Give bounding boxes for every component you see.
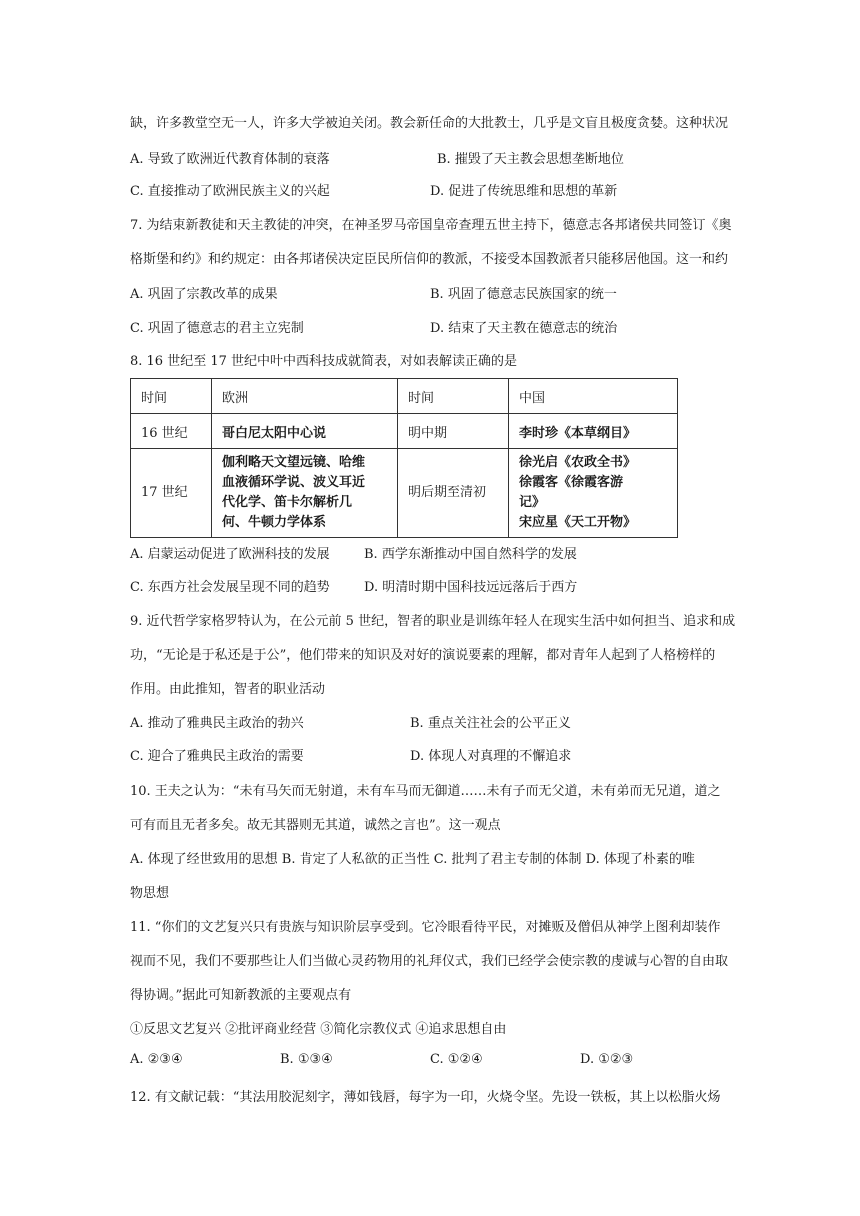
q6-option-a: A. 导致了欧洲近代教育体制的衰落 <box>130 152 330 167</box>
q10-options: A. 体现了经世致用的思想 B. 肯定了人私欲的正当性 C. 批判了君主专制的体制 D. 体现了朴素的唯 <box>130 852 695 867</box>
table-header-cell: 中国 <box>509 379 678 414</box>
table-cell: 徐光启《农政全书》 徐霞客《徐霞客游 记》 宋应星《天工开物》 <box>509 449 678 538</box>
q11-option-a: A. ②③④ <box>130 1052 183 1067</box>
q11-option-d: D. ①②③ <box>580 1052 634 1067</box>
q11-stem-1: 11. “你们的文艺复兴只有贵族与知识阶层享受到。它冷眼看待平民，对摊贩及僧侣从神学上图利却装作 <box>130 920 721 935</box>
table-header-row <box>131 379 678 414</box>
q11-stem-2: 视而不见，我们不要那些让人们当做心灵药物用的礼拜仪式，我们已经学会使宗教的虔诚与心智的自由取 <box>130 954 729 969</box>
q9-option-d: D. 体现人对真理的不懈追求 <box>410 749 572 764</box>
table-header-cell: 欧洲 <box>212 379 398 414</box>
table-cell: 明中期 <box>398 414 509 449</box>
q11-option-c: C. ①②④ <box>430 1052 483 1067</box>
table-cell: 17 世纪 <box>131 449 212 538</box>
q8-option-b: B. 西学东渐推动中国自然科学的发展 <box>364 547 577 562</box>
q6-stem-tail: 缺，许多教堂空无一人，许多大学被迫关闭。教会新任命的大批教士，几乎是文盲且极度贪婪。这种状况 <box>130 116 729 131</box>
q7-option-c: C. 巩固了德意志的君主立宪制 <box>130 321 304 336</box>
q11-stem-3: 得协调。”据此可知新教派的主要观点有 <box>130 988 352 1003</box>
q7-stem-2: 格斯堡和约》和约规定：由各邦诸侯决定臣民所信仰的教派，不接受本国教派者只能移居他国。这一和约 <box>130 252 729 267</box>
q9-stem-3: 作用。由此推知，智者的职业活动 <box>130 682 326 697</box>
q12-stem-1: 12. 有文献记载：“其法用胶泥刻字，薄如钱唇，每字为一印，火烧令坚。先设一铁板，其上以松脂火炀 <box>130 1090 721 1105</box>
q9-stem-2: 功，“无论是于私还是于公”，他们带来的知识及对好的演说要素的理解，都对青年人起到了人格榜样的 <box>130 648 716 663</box>
q7-option-d: D. 结束了天主教在德意志的统治 <box>430 321 618 336</box>
q11-statements: ①反思文艺复兴 ②批评商业经营 ③简化宗教仪式 ④追求思想自由 <box>130 1022 507 1037</box>
q8-option-a: A. 启蒙运动促进了欧洲科技的发展 <box>130 547 330 562</box>
q10-stem-2: 可有而且无者多矣。故无其器则无其道，诚然之言也”。这一观点 <box>130 818 501 833</box>
q8-option-c: C. 东西方社会发展呈现不同的趋势 <box>130 580 330 595</box>
table-header-cell: 时间 <box>131 379 212 414</box>
q9-option-b: B. 重点关注社会的公平正义 <box>410 716 571 731</box>
science-table <box>130 378 678 538</box>
q6-option-d: D. 促进了传统思维和思想的革新 <box>430 184 618 199</box>
q8-option-d: D. 明清时期中国科技远远落后于西方 <box>364 580 578 595</box>
table-row <box>131 449 678 538</box>
q8-stem: 8. 16 世纪至 17 世纪中叶中西科技成就简表，对如表解读正确的是 <box>130 354 518 369</box>
q11-option-b: B. ①③④ <box>280 1052 333 1067</box>
table-cell: 哥白尼太阳中心说 <box>212 414 398 449</box>
q9-stem-1: 9. 近代哲学家格罗特认为，在公元前 5 世纪，智者的职业是训练年轻人在现实生活中如何担当、追求和成 <box>130 614 736 629</box>
q6-option-b: B. 摧毁了天主教会思想垄断地位 <box>437 152 624 167</box>
table-cell: 伽利略天文望远镜、哈维 血液循环学说、波义耳近 代化学、笛卡尔解析几 何、牛顿力学体系 <box>212 449 398 538</box>
table-cell: 明后期至清初 <box>398 449 509 538</box>
table-cell: 李时珍《本草纲目》 <box>509 414 678 449</box>
table-cell: 16 世纪 <box>131 414 212 449</box>
q7-stem-1: 7. 为结束新教徒和天主教徒的冲突，在神圣罗马帝国皇帝查理五世主持下，德意志各邦诸侯共同签订《奥 <box>130 218 732 233</box>
table-row <box>131 414 678 449</box>
q10-options-tail: 物思想 <box>130 886 170 901</box>
q9-option-a: A. 推动了雅典民主政治的勃兴 <box>130 716 304 731</box>
q7-option-a: A. 巩固了宗教改革的成果 <box>130 287 278 302</box>
q7-option-b: B. 巩固了德意志民族国家的统一 <box>430 287 617 302</box>
q10-stem-1: 10. 王夫之认为：“未有马矢而无射道，未有车马而无御道……未有子而无父道，未有弟而无兄道，道之 <box>130 784 721 799</box>
q9-option-c: C. 迎合了雅典民主政治的需要 <box>130 749 304 764</box>
table-header-cell: 时间 <box>398 379 509 414</box>
q6-option-c: C. 直接推动了欧洲民族主义的兴起 <box>130 184 330 199</box>
